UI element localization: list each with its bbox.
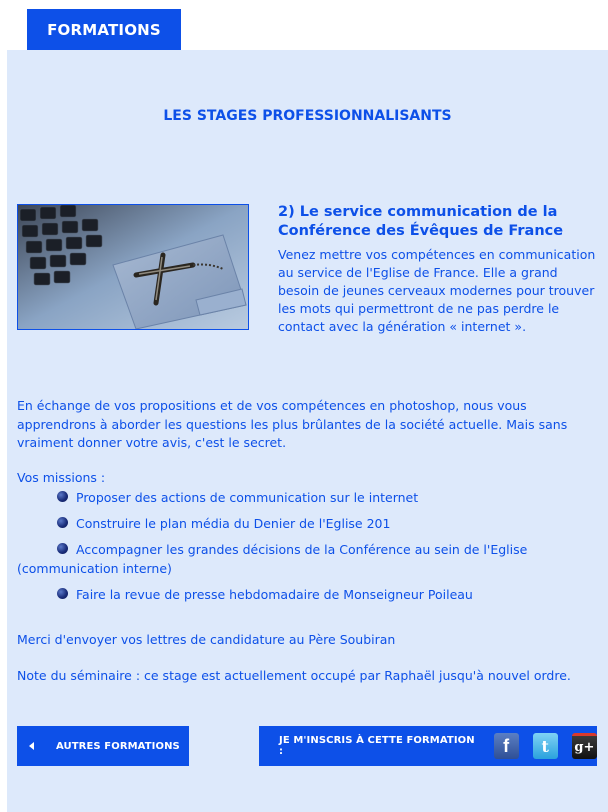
exchange-paragraph: En échange de vos propositions et de vos compétences en photoshop, nous vous apprendrons à aborder les questions les plus brûlantes de la société actuelle. Mais sans vraiment donner votre avis, c'est le secret.	[17, 398, 568, 450]
article-heading	[278, 203, 578, 241]
google-plus-icon[interactable]: g+	[572, 733, 597, 759]
bullet-icon	[57, 588, 68, 599]
list-item	[17, 540, 597, 578]
bullet-icon	[57, 543, 68, 554]
facebook-icon[interactable]: f	[494, 733, 519, 759]
application-instructions: Merci d'envoyer vos lettres de candidature au Père Soubiran	[17, 632, 396, 647]
mission-text: Construire le plan média du Denier de l'Eglise 201	[76, 516, 391, 531]
mission-text: Accompagner les grandes décisions de la Conférence au sein de l'Eglise (communication interne)	[17, 542, 528, 576]
twitter-icon[interactable]: t	[533, 733, 558, 759]
bullet-icon	[57, 491, 68, 502]
list-item	[17, 488, 597, 507]
missions-list	[17, 488, 597, 611]
article-photo	[17, 204, 249, 330]
arrow-left-icon	[29, 742, 34, 750]
content-panel	[7, 50, 608, 812]
list-item	[17, 514, 597, 533]
article-intro: Venez mettre vos compétences en communication au service de l'Eglise de France. Elle a grand besoin de jeunes cerveaux modernes pour trouver les mots qui permettront de ne pas perdre le contact avec la génération « internet ».	[278, 247, 596, 334]
tab-formations[interactable]: FORMATIONS	[27, 9, 181, 50]
mission-text: Proposer des actions de communication sur le internet	[76, 490, 419, 505]
other-trainings-label: AUTRES FORMATIONS	[56, 740, 180, 752]
list-item	[17, 585, 597, 604]
other-trainings-button[interactable]	[17, 726, 189, 766]
mission-text: Faire la revue de presse hebdomadaire de Monseigneur Poileau	[76, 587, 473, 602]
subscribe-label: JE M'INSCRIS À CETTE FORMATION :	[279, 735, 475, 757]
section-title: LES STAGES PROFESSIONNALISANTS	[163, 108, 452, 124]
missions-label: Vos missions :	[17, 470, 106, 485]
bullet-icon	[57, 517, 68, 528]
subscribe-bar	[259, 726, 597, 766]
article-heading-line2: Conférence des Évêques de France	[278, 223, 564, 239]
article-heading-line1: 2) Le service communication de la	[278, 204, 558, 220]
seminar-note: Note du séminaire : ce stage est actuellement occupé par Raphaël jusqu'à nouvel ordre.	[17, 668, 571, 683]
